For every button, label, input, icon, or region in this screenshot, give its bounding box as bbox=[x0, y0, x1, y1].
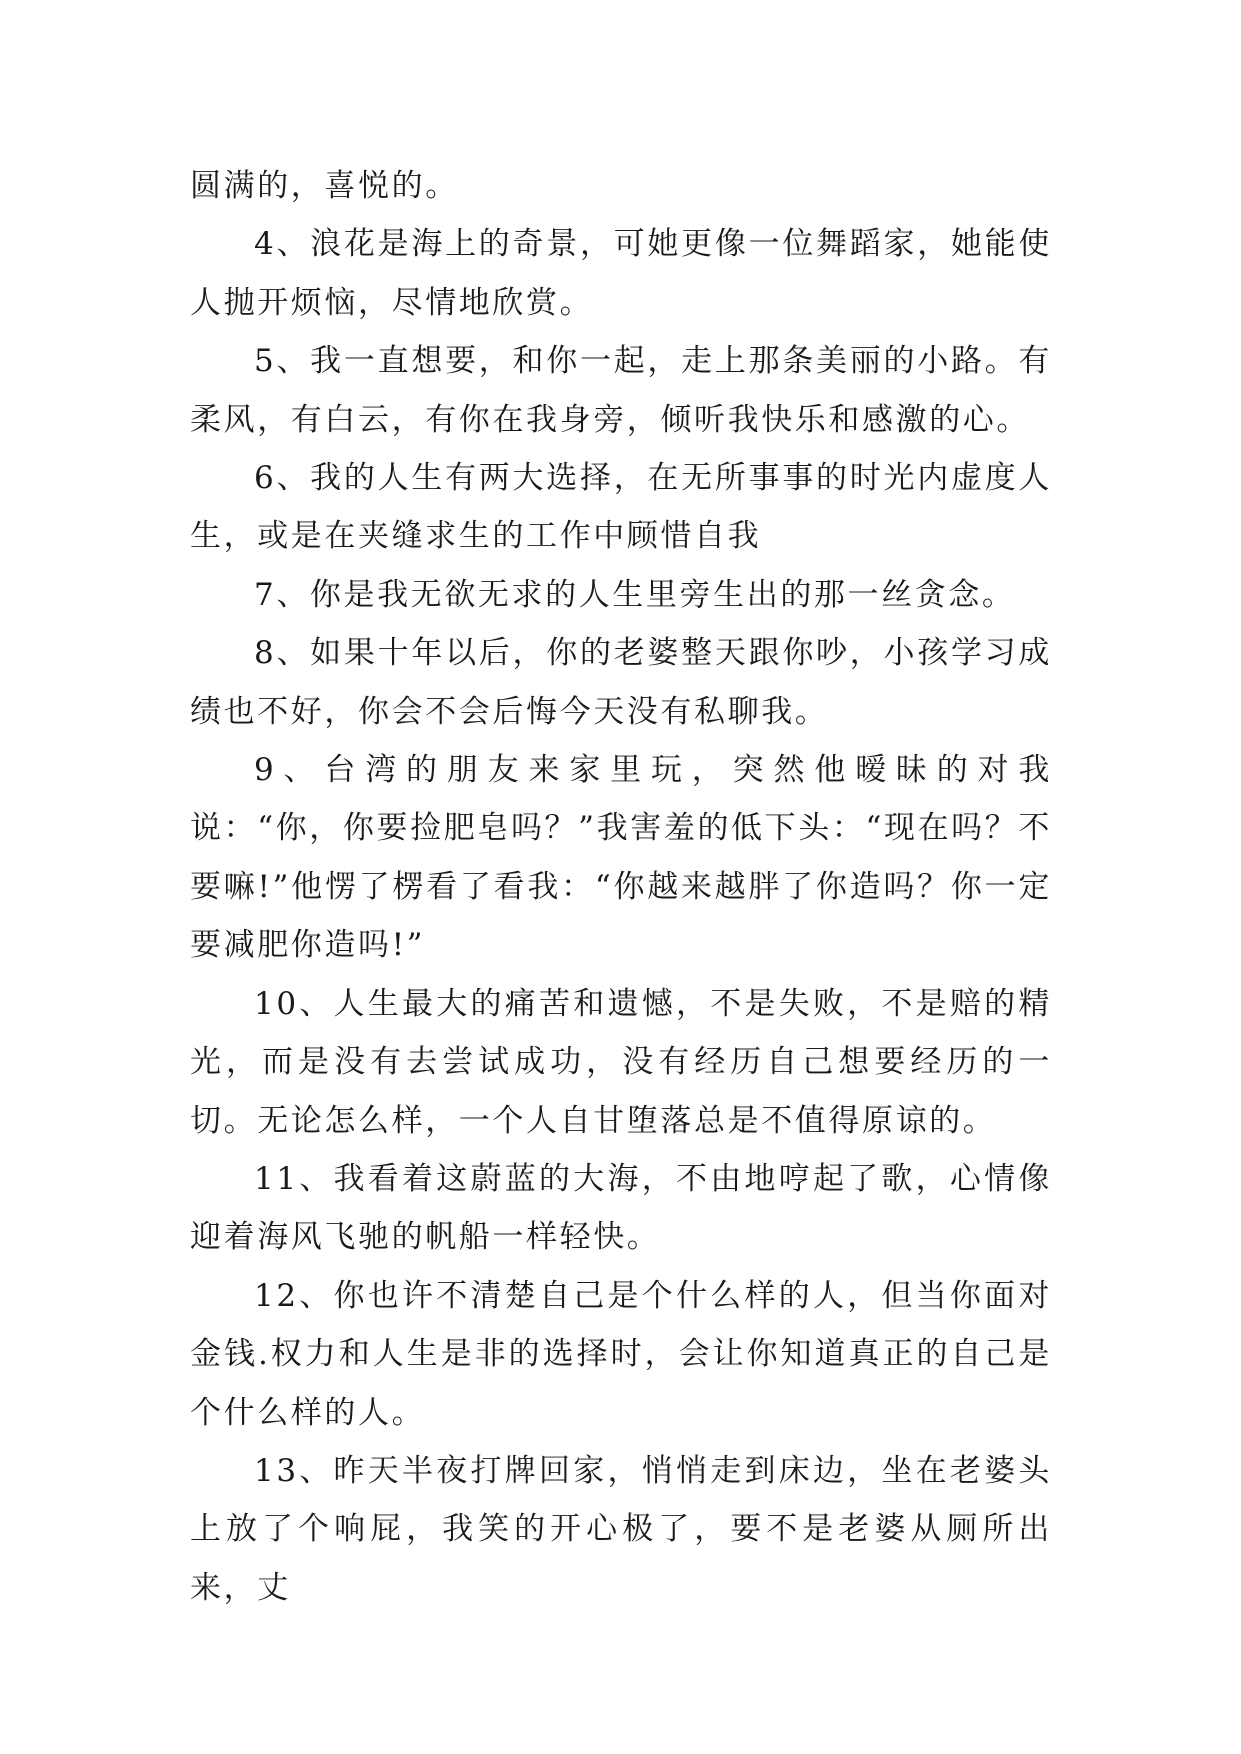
paragraph-item-4: 4、浪花是海上的奇景，可她更像一位舞蹈家，她能使人抛开烦恼，尽情地欣赏。 bbox=[190, 226, 1052, 321]
paragraph-item-7: 7、你是我无欲无求的人生里旁生出的那一丝贪念。 bbox=[254, 576, 1016, 613]
paragraph-item-6: 6、我的人生有两大选择，在无所事事的时光内虚度人生，或是在夹缝求生的工作中顾惜自我 bbox=[190, 460, 1052, 555]
document-body bbox=[190, 157, 1052, 1617]
paragraph-item-11: 11、我看着这蔚蓝的大海，不由地哼起了歌，心情像迎着海风飞驰的帆船一样轻快。 bbox=[190, 1160, 1052, 1256]
paragraph-continuation: 圆满的，喜悦的。 bbox=[190, 168, 459, 204]
paragraph-item-8: 8、如果十年以后，你的老婆整天跟你吵，小孩学习成绩也不好，你会不会后悔今天没有私聊我。 bbox=[190, 635, 1052, 730]
paragraph-item-12: 12、你也许不清楚自己是个什么样的人，但当你面对金钱.权力和人生是非的选择时，会让你知道真正的自己是个什么样的人。 bbox=[190, 1277, 1052, 1431]
paragraph-item-5: 5、我一直想要，和你一起，走上那条美丽的小路。有柔风，有白云，有你在我身旁，倾听我快乐和感激的心。 bbox=[190, 343, 1052, 438]
paragraph-item-10: 10、人生最大的痛苦和遗憾，不是失败，不是赔的精光，而是没有去尝试成功，没有经历自己想要经历的一切。无论怎么样，一个人自甘堕落总是不值得原谅的。 bbox=[190, 985, 1052, 1139]
paragraph-item-13: 13、昨天半夜打牌回家，悄悄走到床边，坐在老婆头上放了个响屁，我笑的开心极了，要不是老婆从厕所出来，丈 bbox=[190, 1452, 1052, 1606]
paragraph-item-9: 9、台湾的朋友来家里玩，突然他暧昧的对我说：“你，你要捡肥皂吗？”我害羞的低下头：“现在吗？不要嘛!”他愣了楞看了看我：“你越来越胖了你造吗？你一定要减肥你造吗!” bbox=[190, 752, 1052, 964]
